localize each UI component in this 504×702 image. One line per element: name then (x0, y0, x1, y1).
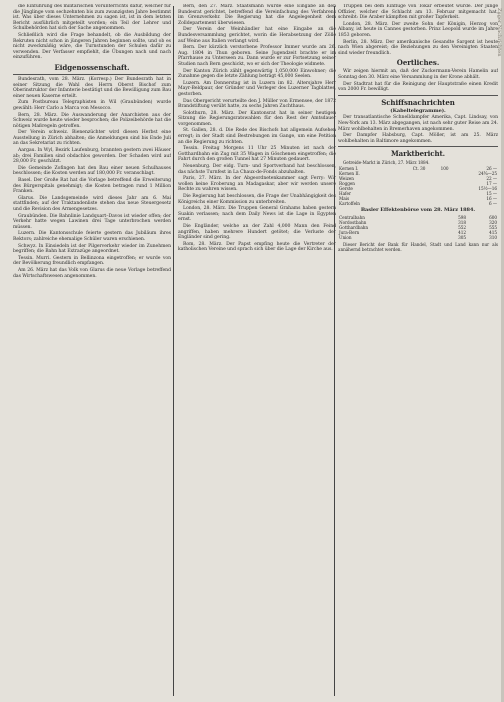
table-cell: 6 — (488, 201, 497, 207)
article-paragraph: Am 26. März hat das Volk von Glarus die neue Vorlage betreffend das Wirtschaftswesen angenommen. (13, 267, 171, 279)
table-cell: Roggen (339, 181, 355, 187)
article-list (338, 4, 498, 56)
table-cell: Kernen II. (339, 171, 360, 177)
table-cell: Kernen I. (339, 166, 359, 172)
table-cell: 318 (458, 219, 466, 225)
table-cell: 412 (458, 229, 466, 235)
article-paragraph: Neuenburg. Der eidg. Turn- und Sportverband hat beschlossen, das nächste Turnfest in La Chaux-de-Fonds abzuhalten. (178, 164, 336, 175)
section-heading-local: Oertliches. (396, 58, 440, 68)
table-cell: Gerste (339, 186, 353, 192)
article-list (178, 4, 336, 253)
article-paragraph: Die Gemeinde Zofingen hat den Bau einer neuen Schulhauses beschlossen; die Kosten werden auf 180,000 Fr. veranschlagt. (13, 165, 171, 177)
article-paragraph: Glarus. Die Landsgemeinde wird dieses Jahr am 6. Mai stattfinden; auf der Traktandenliste stehen das neue Steuergesetz und die Revision des Armengesetzes. (13, 195, 171, 212)
section-subheading: (Kabeltelegramme). (390, 107, 446, 114)
stock-exchange-heading: Basler Effektenbörse vom 28. März 1884. (360, 207, 476, 214)
table-cell: 555 (489, 224, 497, 230)
article-paragraph: Aargau. In Wyl, Bezirk Laufenburg, brannten gestern zwei Häuser ab; drei Familien sind obdachlos geworden. Der Schaden wird auf 28,000 Fr. geschätzt. (13, 148, 171, 165)
table-cell: 600 (489, 214, 497, 220)
table-cell: Nordostbahn (339, 219, 367, 225)
table-cell: 24¾—25 (478, 171, 497, 177)
article-paragraph: Bern, den 27. März. Staatsmann wurde eine Eingabe an den Bundesrat gerichtet, betreffend die Vereinfachung des Verfahrens im Grenzverkehr. Die Regierung hat die Angelegenheit dem Zolldepartement überwiesen. (178, 4, 336, 26)
table-cell: 320 (489, 219, 497, 225)
column-middle (178, 4, 336, 698)
table-cell: 305 (458, 234, 466, 240)
article-paragraph: Schließlich wird die Frage behandelt, ob die Ausbildung der Rekruten nicht schon in jüngeren Jahren beginnen sollte, und ob es nicht zweckmäßig wäre, die Turnstunden der Schulen dafür zu verwenden. Der Verfasser empfiehlt, die Übungen nach und nach einzuführen. (13, 32, 171, 61)
article-paragraph: Graubünden. Die Bahnlinie Landquart–Davos ist wieder offen; der Verkehr hatte wegen Lawinen drei Tage unterbrochen werden müssen. (13, 213, 171, 230)
table-cell: Gotthardbahn (339, 224, 369, 230)
column-rule (334, 6, 335, 696)
divider (13, 74, 171, 75)
margin-stamp: Zuger Nachrichten (496, 8, 502, 57)
column-left (13, 4, 171, 698)
table-cell: 15 — (486, 191, 497, 197)
article-paragraph: St. Gallen, 28. d. Die Rede des Bischofs hat allgemein Aufsehen erregt; in der Stadt sind Bestrebungen im Gange, um eine Petition an die Regierung zu richten. (178, 128, 336, 145)
table-cell (392, 201, 426, 206)
article-paragraph: Paris, 27. März. In der Abgeordnetenkammer sagt Ferry: Wir wollen keine Eroberung an Madagaskar, aber wir werden unsere Rechte zu wahren wissen. (178, 176, 336, 193)
article-paragraph: Die Regierung hat beschlossen, die Frage der Unabhängigkeit des Königreichs einer Kommission zu unterbreiten. (178, 194, 336, 205)
article-paragraph: Der Dampfer Habsburg, Capt. Möller, ist am 25. März wohlbehalten in Baltimore angekommen. (338, 133, 498, 144)
article-paragraph: Zum Postbureau Telegraphisten in Wil (Graubünden) wurde gewählt: Herr Carlo a Marca von Mesocco. (13, 100, 171, 111)
article-paragraph: Solothurn, 28. März. Der Kantonsrat hat in seiner heutigen Sitzung die Regierungsratswahlen für den Rest der Amtsdauer vorgenommen. (178, 110, 336, 127)
shipping-news (338, 115, 498, 144)
article-paragraph: Der Verein schweiz. Bienenzüchter wird diesen Herbst eine Ausstellung in Zürich abhalten; die Anmeldungen sind bis Ende Juli an das Sekretariat zu richten. (13, 130, 171, 147)
article-paragraph: Berlin, 28. März. Der amerikanische Gesandte Sargent ist heute nach Wien abgereist; die Beziehungen zu den Vereinigten Staaten sind wieder freundlich. (338, 39, 498, 56)
table-cell: 16 — (486, 196, 497, 202)
article-paragraph: Schwyz. In Einsiedeln ist der Pilgerverkehr wieder im Zunehmen begriffen; die Bahn hat Extrazüge angeordnet. (13, 243, 171, 255)
article-paragraph: London, 28. März. Die Truppen General Grahams haben gestern Suakin verlassen; nach dem Daily News ist die Lage in Egypten ernst. (178, 206, 336, 223)
local-news (338, 69, 498, 92)
article-paragraph: die Einführung des militärischen Vorunterrichts dafür, welcher für die Jünglinge vom sechzehnten bis zum zwanzigsten Jahre bestimmt ist. Was über dieses Unternehmen zu sagen ist, ist in dem letzten Bericht ausführlich mitgeteilt worden; ein Teil der Lehrer und Schulbehörden hat sich der Sache angenommen. (13, 4, 171, 32)
article-paragraph: Der Stadtrat hat für die Reinigung der Hauptstraße einen Kredit von 2000 Fr. bewilligt. (338, 81, 498, 93)
article-paragraph: Das Obergericht verurteilte den J. Müller von Ermensee, der 1872 Brandstiftung verübt hatte, zu sechs Jahren Zuchthaus. (178, 98, 336, 110)
divider (338, 146, 498, 147)
table-cell: Ct. 30 (412, 166, 426, 172)
article-paragraph: Basel. Der Große Rat hat die Vorlage betreffend die Erweiterung des Bürgerspitals genehmigt; die Kosten betragen rund 1 Million Franken. (13, 178, 171, 195)
closing-note: Dieser Bericht der Bank für Handel, Stadt und Land kann nur als annähernd betrachtet werden. (338, 241, 498, 252)
divider (338, 95, 498, 96)
section-heading-market: Marktbericht. (390, 149, 446, 159)
section-heading-confederation: Eidgenossenschaft. (54, 62, 130, 72)
article-paragraph: Bern, 28. März. Die Auswanderung der Anarchisten aus der Schweiz wurde heute wieder besprochen; die Polizeibehörde hat die nötigen Maßregeln getroffen. (13, 112, 171, 129)
article-paragraph: Tessin. Murri. Gestern in Bellinzona eingetroffen; er wurde von der Bevölkerung freundlich empfangen. (13, 255, 171, 267)
stock-table (338, 215, 498, 240)
article-paragraph: Die Engländer, welche an der Zahl 4,000 Mann den Feind angriffen, haben mehrere Hundert getötet; die Verluste der Engländer sind gering. (178, 223, 336, 241)
grain-price-table (338, 166, 498, 206)
article-paragraph: Tessin. Freitag Morgens 11 Uhr 25 Minuten ist nach der Gotthardbahn ein Zug mit 35 Wagen in Göschenen eingetroffen; die Fahrt durch den großen Tunnel hat 27 Minuten gedauert. (178, 146, 336, 163)
table-cell: 100 (440, 166, 449, 172)
article-paragraph: Der Verein der Weinhändler hat eine Eingabe an die Bundesversammlung gerichtet, worin die Herabsetzung der Zölle auf Weine aus Italien verlangt wird. (178, 27, 336, 44)
table-cell: 26 — (486, 166, 497, 172)
table-cell: 15½—16 (478, 186, 497, 192)
market-intro: Getreide-Markt in Zürich, 27. März 1884. (343, 160, 430, 166)
table-cell: Weizen (339, 176, 354, 182)
column-rule (173, 6, 174, 696)
article-paragraph: Bundesrath, vom 28. März. (Korresp.) Der Bundesrath hat in seiner Sitzung die Wahl des Herrn Oberst Bischof zum Oberinstruktor der Infanterie bestätigt und die Bewilligung zum Bau einer neuen Kaserne erteilt. (13, 76, 171, 99)
section-heading-shipping: Schiffsnachrichten (381, 97, 455, 107)
table-cell: Kartoffeln (339, 201, 360, 207)
table-cell: 598 (458, 214, 466, 220)
article-list (13, 77, 171, 279)
table-cell: 22 — (486, 176, 497, 182)
article-paragraph: Wir zeigen hiermit an, daß der Zuckermann-Verein Hamelin auf Sonntag den 30. März eine Versammlung in der Krone abhält. (338, 69, 498, 80)
table-cell: 415 (489, 229, 497, 235)
article-paragraph: London, 28. März. Der zweite Sohn der Königin, Herzog von Albany, ist heute in Cannes gestorben. Prinz Leopold wurde im Jahre 1853 geboren. (338, 21, 498, 38)
table-cell: Union (339, 234, 352, 240)
table-row (338, 201, 498, 206)
article-paragraph: Luzern. Die Kantonsschule feierte gestern das Jubiläum ihres Rektors; zahlreiche ehemalige Schüler waren erschienen. (13, 231, 171, 242)
column-right (338, 4, 498, 698)
article-paragraph: Truppen bei dem Einfluge von Tokar erbeutet wurde. Der junge Offizier, welcher die Schlacht am 13. Februar mitgemacht hat, schreibt: Die Araber kämpften mit großer Tapferkeit. (338, 4, 498, 21)
table-cell (426, 201, 449, 206)
table-cell: 17 — (486, 181, 497, 187)
article-paragraph: Der Kanton Zürich zählt gegenwärtig 1,050,000 Einwohner; die Zunahme gegen die letzte Zählung beträgt 45,000 Seelen. (178, 68, 336, 80)
table-cell: Jura-Bern (339, 229, 360, 235)
article-paragraph: Luzern. Am Donnerstag ist in Luzern im 82. Altersjahre Herr Mayr-Beldpaur, der Gründer und Verleger des Luzerner Tagblattes, gestorben. (178, 80, 336, 97)
table-cell: 310 (489, 234, 497, 240)
table-cell: Centralbahn (339, 214, 365, 220)
table-row (338, 235, 498, 240)
table-cell: 552 (458, 224, 466, 230)
table-cell: Mais (339, 196, 350, 202)
intro-paragraphs (13, 4, 171, 61)
article-paragraph: Der transatlantische Schnelldampfer Amerika, Capt. Lindsay, von New-York am 13. März abgegangen, ist nach sehr guter Reise am 24. März wohlbehalten in Bremerhaven angekommen. (338, 115, 498, 132)
article-paragraph: Rom, 28. März. Der Papst empfing heute die Vertreter der katholischen Vereine und sprach sich über die Lage der Kirche aus. (178, 241, 336, 253)
article-paragraph: Bern. Der kürzlich verstorbene Professor Immer wurde am 26. Aug. 1804 in Thun geboren. Seine Jugendzeit brachte er im Pfarrhause zu Unterseen zu. Dann wurde er zur Fortsetzung seiner Studien nach Bern geschickt, wo er sich der Theologie widmete. (178, 45, 336, 67)
table-cell: Hafer (339, 191, 351, 197)
